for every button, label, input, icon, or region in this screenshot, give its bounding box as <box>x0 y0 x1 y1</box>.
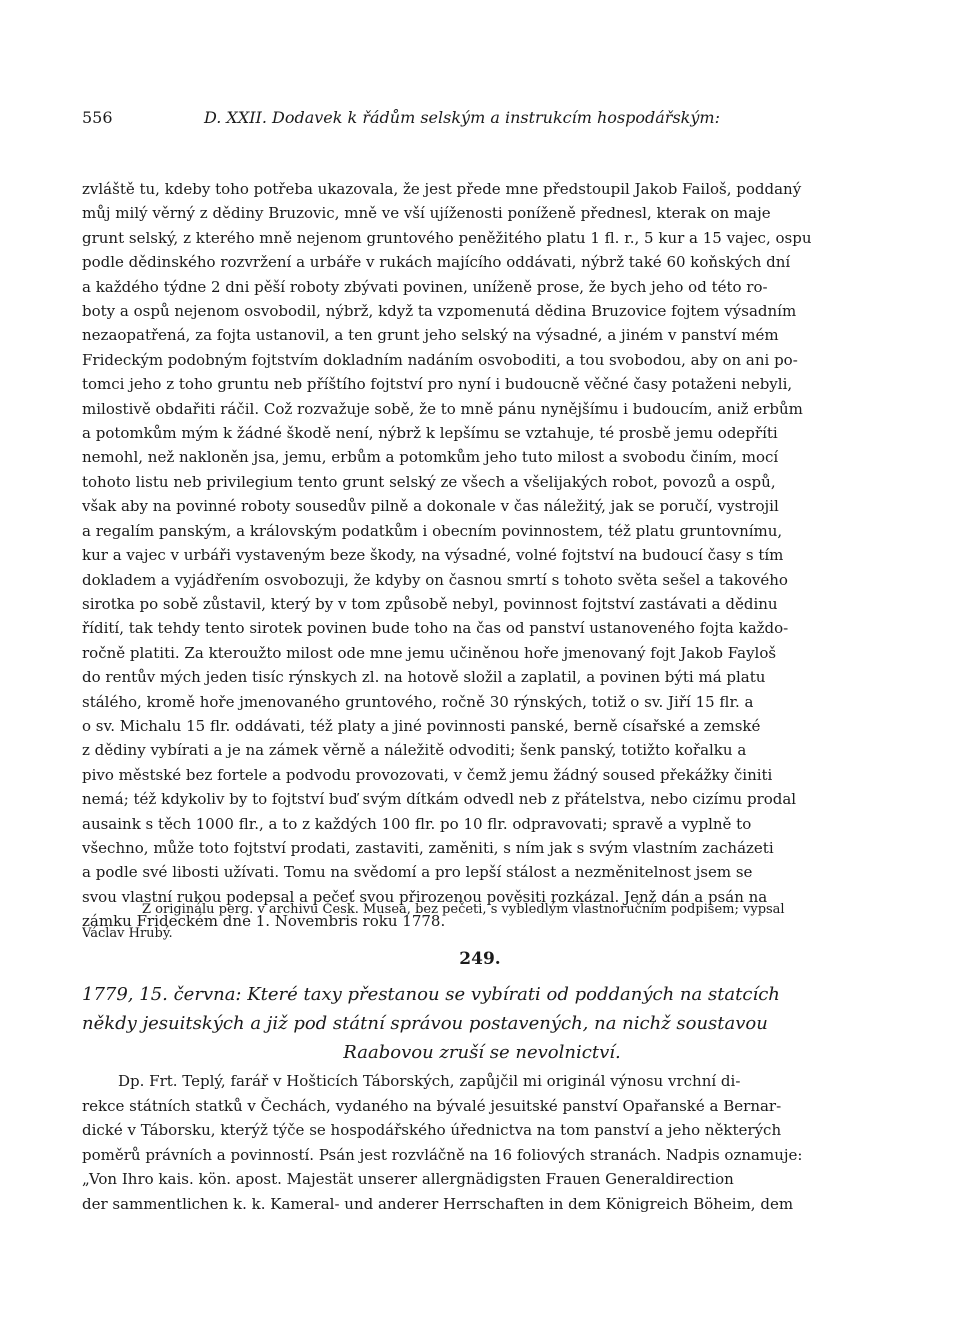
text-line: ausaink s těch 1000 flr., a to z každých 100 flr. po 10 flr. odpravovati; spravě a vyplně to <box>82 814 752 833</box>
text-line: ročně platiti. Za kteroužto milost ode mne jemu učiněnou hoře jmenovaný fojt Jakob Fayloš <box>82 643 777 662</box>
text-line: do rentův mých jeden tisíc rýnskych zl. na hotově složil a zaplatil, a povinen býti má platu <box>82 668 766 687</box>
text-line: všechno, může toto fojtství prodati, zastaviti, zaměniti, s ním jak s svým vlastním zacházeti <box>82 838 774 857</box>
page-number: 556 <box>82 108 113 127</box>
running-head-title: D. XXII. Dodavek k řádům selským a instrukcím hospodářským: <box>204 108 720 127</box>
text-line: stálého, kromě hoře jmenovaného gruntového, ročně 30 rýnských, totiž o sv. Jiří 15 flr. a <box>82 692 754 711</box>
text-line: dické v Táborsku, kterýž týče se hospodářského úřednictva na tom panství a jeho některých <box>82 1121 782 1140</box>
text-line: tomci jeho z toho gruntu neb příštího fojtství pro nyní i budoucně věčné časy potaženi nebyli, <box>82 375 793 394</box>
text-line: rekce státních statků v Čechách, vydaného na bývalé jesuitské panství Opařanské a Bernar- <box>82 1096 782 1115</box>
text-line: o sv. Michalu 15 flr. oddávati, též platy a jiné povinnosti panské, berně císařské a zemské <box>82 716 761 735</box>
text-line: Frideckým podobným fojtstvím dokladním nadáním osvoboditi, a tou svobodou, aby on ani po- <box>82 350 798 369</box>
text-line: sirotka po sobě zůstavil, který by v tom způsobě nebyl, povinnost fojtství zastávati a dědinu <box>82 594 778 613</box>
text-line: der sammentlichen k. k. Kameral- und anderer Herrschaften in dem Königreich Böheim, dem <box>82 1194 794 1213</box>
source-note <box>82 898 882 946</box>
text-line: nemohl, než nakloněn jsa, jemu, erbům a potomkům jeho tuto milost a svobodu činím, mocí <box>82 448 779 467</box>
text-line: kur a vajec v urbáři vystaveným beze škody, na výsadné, volné fojtství na budoucí časy s tím <box>82 546 784 565</box>
document-heading <box>82 980 882 1067</box>
text-line: svou vlastní rukou podepsal a pečeť svou přirozenou pověsiti rozkázal. Jenž dán a psán na <box>82 887 768 906</box>
text-line: boty a ospů nejenom osvobodil, nýbrž, když ta vzpomenutá dědina Bruzovice fojtem výsadním <box>82 302 797 321</box>
document-number: 249. <box>459 949 501 969</box>
text-line: nezaopatřená, za fojta ustanovil, a ten grunt jeho selský na výsadné, a jiném v panství mém <box>82 326 779 345</box>
text-line: však aby na povinné roboty sousedův pilně a dokonale v čas náležitý, jak se poručí, vystrojil <box>82 497 779 516</box>
text-line: a potomkům mým k žádné škodě není, nýbrž k lepšímu se vztahuje, té prosbě jemu odepříti <box>82 424 778 443</box>
text-line: tohoto listu neb privilegium tento grunt selský ze všech a všelijakých robot, povozů a ospů, <box>82 472 776 491</box>
text-line: z dědiny vybírati a je na zámek věrně a náležitě odvoditi; šenk panský, totižto kořalku a <box>82 741 747 760</box>
text-line: podle dědinského rozvržení a urbáře v rukách majícího oddávati, nýbrž také 60 koňských dní <box>82 253 791 272</box>
text-line: pivo městské bez fortele a podvodu provozovati, v čemž jemu žádný soused překážky činiti <box>82 765 773 784</box>
heading-line: 1779, 15. června: Které taxy přestanou se vybírati od poddaných na statcích <box>82 984 780 1005</box>
main-text <box>82 177 882 934</box>
text-line: dokladem a vyjádřením osvobozuji, že kdyby on časnou smrtí s tohoto světa sešel a takového <box>82 570 788 589</box>
source-line: Z originálu perg. v archivu Česk. Musea, bez pečeti, s vybledlým vlastnoručním podpisem; vypsal <box>142 902 785 917</box>
text-line: a podle své libosti užívati. Tomu na svědomí a pro lepší stálost a nezměnitelnost jsem se <box>82 863 753 882</box>
text-line: „Von Ihro kais. kön. apost. Majestät unserer allergnädigsten Frauen Generaldirection <box>82 1170 734 1189</box>
text-line: a každého týdne 2 dni pěší roboty zbývati povinen, uníženě prose, že bych jeho od této ro- <box>82 277 768 296</box>
heading-line: někdy jesuitských a již pod státní správou postavených, na nichž soustavou <box>82 1013 768 1034</box>
text-line: a regalím panským, a královským podatkům i obecním povinnostem, též platu gruntovnímu, <box>82 521 783 540</box>
text-line: můj milý věrný z dědiny Bruzovic, mně ve vší ujíženosti poníženě přednesl, kterak on maje <box>82 204 771 223</box>
text-line: nemá; též kdykoliv by to fojtství buď svým dítkám odvedl neb z přátelstva, nebo cizímu prodal <box>82 790 797 809</box>
running-head <box>82 106 882 130</box>
text-line: poměrů právních a povinností. Psán jest rozvláčně na 16 foliových stranách. Nadpis oznamuje: <box>82 1145 803 1164</box>
heading-line: Raabovou zruší se nevolnictví. <box>343 1042 621 1063</box>
source-line: Václav Hrubý. <box>82 926 173 941</box>
text-line: grunt selský, z kterého mně nejenom gruntového peněžitého platu 1 fl. r., 5 kur a 15 vajec, ospu <box>82 228 812 247</box>
text-line: řídití, tak tehdy tento sirotek povinen bude toho na čas od panství ustanoveného fojta každo- <box>82 619 789 638</box>
text-line: Dp. Frt. Teplý, farář v Hošticích Táborských, zapůjčil mi originál výnosu vrchní di- <box>118 1072 741 1090</box>
text-line: zámku Frideckém dne 1. Novembris roku 1778. <box>82 912 446 931</box>
document-body <box>82 1069 882 1217</box>
text-line: milostivě obdařiti ráčil. Což rozvažuje sobě, že to mně pánu nynějšímu i budoucím, aniž erbům <box>82 399 803 418</box>
text-line: zvláště tu, kdeby toho potřeba ukazovala, že jest přede mne předstoupil Jakob Failoš, poddaný <box>82 180 802 198</box>
